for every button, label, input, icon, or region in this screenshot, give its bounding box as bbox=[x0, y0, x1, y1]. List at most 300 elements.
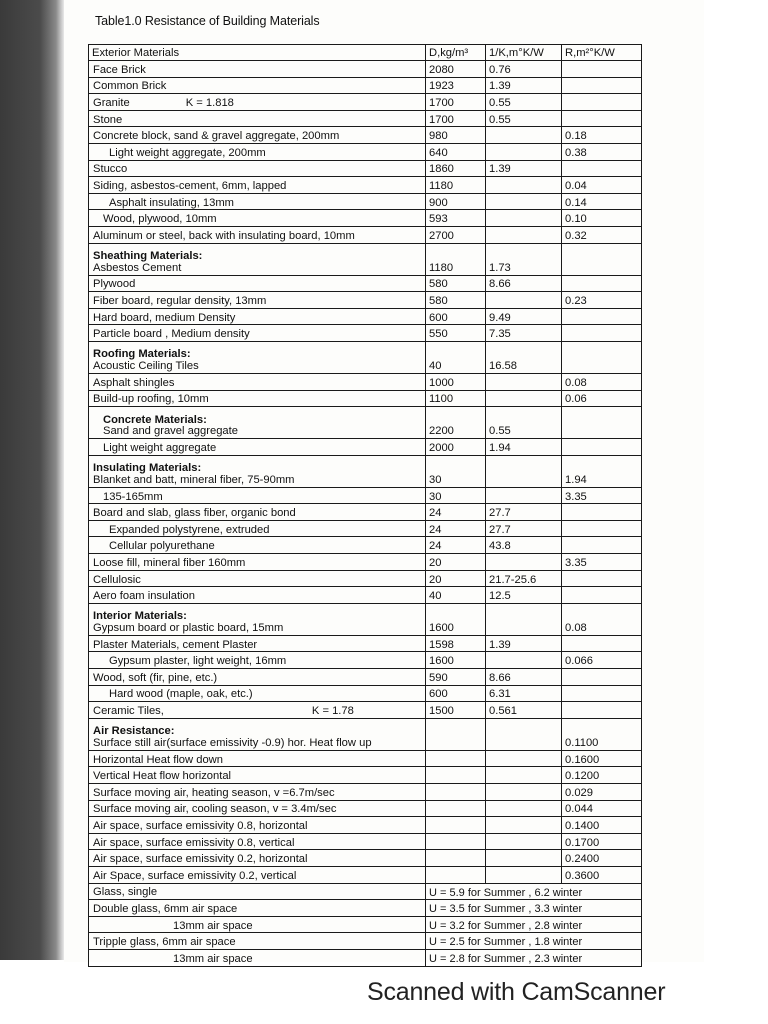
material-label: Particle board , Medium density bbox=[93, 328, 250, 341]
table-row bbox=[89, 916, 642, 933]
material-cell bbox=[89, 292, 426, 309]
resistance-cell bbox=[562, 325, 642, 342]
table-row bbox=[89, 833, 642, 850]
density-cell: 30 bbox=[426, 455, 486, 487]
material-cell bbox=[89, 143, 426, 160]
table-row bbox=[89, 504, 642, 521]
conductivity-cell: 1.73 bbox=[486, 243, 562, 275]
density-cell: 30 bbox=[426, 487, 486, 504]
density-cell: 1100 bbox=[426, 390, 486, 407]
conductivity-cell: 8.66 bbox=[486, 669, 562, 686]
material-cell bbox=[89, 669, 426, 686]
material-cell bbox=[89, 160, 426, 177]
resistance-cell bbox=[562, 160, 642, 177]
material-label: Horizontal Heat flow down bbox=[93, 753, 223, 766]
material-label: Asbestos Cement bbox=[93, 261, 182, 274]
material-cell bbox=[89, 916, 426, 933]
density-cell: 40 bbox=[426, 587, 486, 604]
resistance-cell bbox=[562, 341, 642, 373]
conductivity-cell bbox=[486, 143, 562, 160]
material-label: Hard wood (maple, oak, etc.) bbox=[109, 688, 253, 701]
table-row bbox=[89, 685, 642, 702]
conductivity-cell: 6.31 bbox=[486, 685, 562, 702]
density-cell bbox=[426, 800, 486, 817]
header-density: D,kg/m³ bbox=[426, 45, 486, 61]
u-value-cell: U = 2.8 for Summer , 2.3 winter bbox=[426, 949, 642, 966]
material-label: Build-up roofing, 10mm bbox=[93, 393, 209, 406]
material-cell bbox=[89, 635, 426, 652]
material-label: Gypsum plaster, light weight, 16mm bbox=[109, 655, 287, 668]
material-label: Concrete block, sand & gravel aggregate, 200mm bbox=[93, 130, 340, 143]
table-row bbox=[89, 390, 642, 407]
material-cell bbox=[89, 652, 426, 669]
resistance-cell bbox=[562, 702, 642, 719]
table-row bbox=[89, 373, 642, 390]
material-label: 13mm air space bbox=[173, 919, 253, 932]
density-cell: 1180 bbox=[426, 243, 486, 275]
material-label: Fiber board, regular density, 13mm bbox=[93, 294, 267, 307]
table-header-row bbox=[89, 45, 642, 61]
material-cell bbox=[89, 110, 426, 127]
resistance-cell: 0.1200 bbox=[562, 767, 642, 784]
conductivity-cell bbox=[486, 210, 562, 227]
density-cell: 1500 bbox=[426, 702, 486, 719]
density-cell: 20 bbox=[426, 570, 486, 587]
density-cell: 550 bbox=[426, 325, 486, 342]
density-cell: 20 bbox=[426, 554, 486, 571]
material-cell bbox=[89, 77, 426, 94]
material-label: Sand and gravel aggregate bbox=[103, 425, 238, 438]
table-row bbox=[89, 949, 642, 966]
conductivity-cell: 0.561 bbox=[486, 702, 562, 719]
conductivity-cell bbox=[486, 226, 562, 243]
material-cell bbox=[89, 883, 426, 900]
material-cell bbox=[89, 325, 426, 342]
material-label: Surface moving air, cooling season, v = 3.4m/sec bbox=[93, 803, 337, 816]
table-row bbox=[89, 127, 642, 144]
resistance-cell: 0.1700 bbox=[562, 833, 642, 850]
table-row bbox=[89, 193, 642, 210]
material-label: Blanket and batt, mineral fiber, 75-90mm bbox=[93, 473, 295, 486]
conductivity-cell: 9.49 bbox=[486, 308, 562, 325]
u-value-cell: U = 2.5 for Summer , 1.8 winter bbox=[426, 933, 642, 950]
resistance-cell bbox=[562, 685, 642, 702]
conductivity-cell: 1.94 bbox=[486, 439, 562, 456]
density-cell: 590 bbox=[426, 669, 486, 686]
resistance-cell: 0.3600 bbox=[562, 866, 642, 883]
conductivity-cell bbox=[486, 487, 562, 504]
material-cell bbox=[89, 373, 426, 390]
material-label: Surface still air(surface emissivity -0.9) hor. Heat flow up bbox=[93, 737, 372, 750]
page-title: Table1.0 Resistance of Building Materials bbox=[95, 14, 320, 28]
header-conductivity: 1/K,m°K/W bbox=[486, 45, 562, 61]
material-label: 13mm air space bbox=[173, 952, 253, 965]
header-resistance: R,m²°K/W bbox=[562, 45, 642, 61]
density-cell: 2200 bbox=[426, 407, 486, 439]
density-cell: 1700 bbox=[426, 110, 486, 127]
table-row bbox=[89, 537, 642, 554]
conductivity-cell bbox=[486, 800, 562, 817]
material-cell bbox=[89, 850, 426, 867]
material-label: Acoustic Ceiling Tiles bbox=[93, 360, 199, 373]
section-heading: Interior Materials: bbox=[93, 610, 187, 623]
conductivity-cell bbox=[486, 292, 562, 309]
material-cell bbox=[89, 177, 426, 194]
camscanner-watermark: Scanned with CamScanner bbox=[367, 978, 666, 1006]
material-label: Loose fill, mineral fiber 160mm bbox=[93, 556, 246, 569]
conductivity-cell bbox=[486, 193, 562, 210]
density-cell: 2700 bbox=[426, 226, 486, 243]
table-row bbox=[89, 570, 642, 587]
conductivity-cell: 21.7-25.6 bbox=[486, 570, 562, 587]
conductivity-cell: 0.55 bbox=[486, 110, 562, 127]
material-cell bbox=[89, 800, 426, 817]
material-cell bbox=[89, 784, 426, 801]
density-cell bbox=[426, 767, 486, 784]
header-material: Exterior Materials bbox=[89, 45, 426, 61]
resistance-cell bbox=[562, 635, 642, 652]
material-label: Ceramic Tiles, bbox=[93, 705, 164, 718]
density-cell: 2080 bbox=[426, 61, 486, 78]
material-cell bbox=[89, 94, 426, 111]
materials-table bbox=[88, 44, 642, 967]
density-cell bbox=[426, 750, 486, 767]
resistance-cell bbox=[562, 439, 642, 456]
material-cell bbox=[89, 487, 426, 504]
conductivity-cell bbox=[486, 177, 562, 194]
section-heading: Roofing Materials: bbox=[93, 348, 191, 361]
density-cell: 640 bbox=[426, 143, 486, 160]
table-row bbox=[89, 160, 642, 177]
material-cell bbox=[89, 537, 426, 554]
density-cell: 1700 bbox=[426, 94, 486, 111]
conductivity-cell bbox=[486, 718, 562, 750]
resistance-cell bbox=[562, 77, 642, 94]
material-label: Double glass, 6mm air space bbox=[93, 903, 238, 915]
material-label: Light weight aggregate bbox=[103, 441, 217, 454]
table-row bbox=[89, 669, 642, 686]
material-cell bbox=[89, 817, 426, 834]
resistance-cell bbox=[562, 407, 642, 439]
table-row bbox=[89, 850, 642, 867]
resistance-cell: 0.14 bbox=[562, 193, 642, 210]
conductivity-cell: 1.39 bbox=[486, 160, 562, 177]
conductivity-cell bbox=[486, 373, 562, 390]
conductivity-cell bbox=[486, 455, 562, 487]
density-cell: 2000 bbox=[426, 439, 486, 456]
material-label: Granite bbox=[93, 97, 130, 110]
material-cell bbox=[89, 685, 426, 702]
table-row bbox=[89, 143, 642, 160]
section-heading: Concrete Materials: bbox=[103, 413, 207, 426]
conductivity-cell: 12.5 bbox=[486, 587, 562, 604]
resistance-cell: 0.23 bbox=[562, 292, 642, 309]
material-label: Expanded polystyrene, extruded bbox=[109, 523, 270, 536]
resistance-cell: 0.18 bbox=[562, 127, 642, 144]
density-cell: 1600 bbox=[426, 652, 486, 669]
conductivity-cell: 0.55 bbox=[486, 407, 562, 439]
resistance-cell bbox=[562, 570, 642, 587]
material-label: Glass, single bbox=[93, 886, 158, 899]
resistance-cell: 0.2400 bbox=[562, 850, 642, 867]
conductivity-cell bbox=[486, 603, 562, 635]
resistance-cell bbox=[562, 243, 642, 275]
table-row bbox=[89, 933, 642, 950]
material-cell bbox=[89, 226, 426, 243]
material-label: Tripple glass, 6mm air space bbox=[93, 936, 236, 949]
table-row bbox=[89, 883, 642, 900]
material-cell bbox=[89, 455, 426, 487]
density-cell: 900 bbox=[426, 193, 486, 210]
resistance-cell bbox=[562, 669, 642, 686]
resistance-cell: 0.029 bbox=[562, 784, 642, 801]
table-row bbox=[89, 635, 642, 652]
density-cell bbox=[426, 833, 486, 850]
table-row bbox=[89, 603, 642, 635]
material-cell bbox=[89, 750, 426, 767]
table-row bbox=[89, 800, 642, 817]
material-cell bbox=[89, 127, 426, 144]
material-cell bbox=[89, 949, 426, 966]
density-cell: 40 bbox=[426, 341, 486, 373]
conductivity-note: K = 1.78 bbox=[311, 705, 354, 718]
table-row bbox=[89, 226, 642, 243]
resistance-cell bbox=[562, 308, 642, 325]
material-label: Air space, surface emissivity 0.8, horizontal bbox=[93, 820, 308, 833]
material-cell bbox=[89, 933, 426, 950]
material-cell bbox=[89, 702, 426, 719]
table-row bbox=[89, 210, 642, 227]
table-row bbox=[89, 455, 642, 487]
resistance-cell bbox=[562, 61, 642, 78]
table-row bbox=[89, 652, 642, 669]
resistance-cell: 0.1100 bbox=[562, 718, 642, 750]
density-cell: 1860 bbox=[426, 160, 486, 177]
table-row bbox=[89, 308, 642, 325]
material-label: Cellulosic bbox=[93, 573, 141, 586]
material-label: Stone bbox=[93, 113, 123, 126]
density-cell: 980 bbox=[426, 127, 486, 144]
u-value-cell: U = 5.9 for Summer , 6.2 winter bbox=[426, 883, 642, 900]
resistance-cell: 0.044 bbox=[562, 800, 642, 817]
density-cell: 24 bbox=[426, 537, 486, 554]
resistance-cell: 0.1400 bbox=[562, 817, 642, 834]
material-label: Face Brick bbox=[93, 63, 146, 76]
resistance-cell: 0.06 bbox=[562, 390, 642, 407]
table-row bbox=[89, 275, 642, 292]
table-row bbox=[89, 520, 642, 537]
conductivity-cell bbox=[486, 554, 562, 571]
material-label: Hard board, medium Density bbox=[93, 311, 236, 324]
density-cell: 24 bbox=[426, 504, 486, 521]
resistance-cell: 0.08 bbox=[562, 373, 642, 390]
density-cell bbox=[426, 784, 486, 801]
material-label: Air space, surface emissivity 0.2, horizontal bbox=[93, 853, 308, 866]
conductivity-cell bbox=[486, 750, 562, 767]
material-cell bbox=[89, 718, 426, 750]
material-label: Vertical Heat flow horizontal bbox=[93, 770, 232, 783]
table-row bbox=[89, 554, 642, 571]
table-row bbox=[89, 817, 642, 834]
material-label: Surface moving air, heating season, v =6.7m/sec bbox=[93, 786, 335, 799]
density-cell bbox=[426, 718, 486, 750]
density-cell: 600 bbox=[426, 308, 486, 325]
resistance-cell bbox=[562, 275, 642, 292]
material-cell bbox=[89, 308, 426, 325]
material-cell bbox=[89, 554, 426, 571]
resistance-cell: 0.04 bbox=[562, 177, 642, 194]
table-row bbox=[89, 767, 642, 784]
conductivity-cell: 8.66 bbox=[486, 275, 562, 292]
resistance-cell: 0.10 bbox=[562, 210, 642, 227]
conductivity-cell: 1.39 bbox=[486, 77, 562, 94]
section-heading: Sheathing Materials: bbox=[93, 250, 203, 263]
material-label: Aluminum or steel, back with insulating board, 10mm bbox=[93, 229, 355, 242]
density-cell: 1600 bbox=[426, 603, 486, 635]
material-label: 135-165mm bbox=[103, 490, 163, 503]
conductivity-cell bbox=[486, 833, 562, 850]
density-cell: 580 bbox=[426, 292, 486, 309]
material-label: Board and slab, glass fiber, organic bond bbox=[93, 507, 296, 520]
material-cell bbox=[89, 504, 426, 521]
table-row bbox=[89, 702, 642, 719]
material-label: Cellular polyurethane bbox=[109, 540, 215, 553]
density-cell: 600 bbox=[426, 685, 486, 702]
density-cell bbox=[426, 817, 486, 834]
material-label: Asphalt insulating, 13mm bbox=[109, 196, 234, 209]
conductivity-cell bbox=[486, 866, 562, 883]
table-row bbox=[89, 94, 642, 111]
conductivity-cell bbox=[486, 850, 562, 867]
density-cell: 580 bbox=[426, 275, 486, 292]
conductivity-cell: 0.55 bbox=[486, 94, 562, 111]
material-cell bbox=[89, 61, 426, 78]
resistance-cell bbox=[562, 520, 642, 537]
density-cell: 593 bbox=[426, 210, 486, 227]
table-row bbox=[89, 341, 642, 373]
material-label: Common Brick bbox=[93, 80, 167, 93]
material-cell bbox=[89, 341, 426, 373]
table-row bbox=[89, 110, 642, 127]
resistance-cell bbox=[562, 110, 642, 127]
conductivity-cell bbox=[486, 767, 562, 784]
conductivity-cell bbox=[486, 652, 562, 669]
material-label: Gypsum board or plastic board, 15mm bbox=[93, 622, 284, 635]
table-row bbox=[89, 177, 642, 194]
material-label: Stucco bbox=[93, 163, 128, 176]
table-row bbox=[89, 866, 642, 883]
material-cell bbox=[89, 900, 426, 917]
scan-edge-shadow bbox=[0, 0, 66, 960]
material-cell bbox=[89, 587, 426, 604]
resistance-cell: 0.066 bbox=[562, 652, 642, 669]
material-cell bbox=[89, 390, 426, 407]
u-value-cell: U = 3.2 for Summer , 2.8 winter bbox=[426, 916, 642, 933]
conductivity-cell bbox=[486, 390, 562, 407]
conductivity-cell: 43.8 bbox=[486, 537, 562, 554]
conductivity-cell: 16.58 bbox=[486, 341, 562, 373]
material-cell bbox=[89, 767, 426, 784]
resistance-cell bbox=[562, 587, 642, 604]
conductivity-cell: 7.35 bbox=[486, 325, 562, 342]
table-row bbox=[89, 61, 642, 78]
table-row bbox=[89, 587, 642, 604]
resistance-cell: 0.1600 bbox=[562, 750, 642, 767]
material-cell bbox=[89, 275, 426, 292]
conductivity-note: K = 1.818 bbox=[185, 97, 234, 110]
material-cell bbox=[89, 833, 426, 850]
conductivity-cell: 0.76 bbox=[486, 61, 562, 78]
conductivity-cell: 27.7 bbox=[486, 520, 562, 537]
material-cell bbox=[89, 439, 426, 456]
conductivity-cell: 1.39 bbox=[486, 635, 562, 652]
material-label: Plywood bbox=[93, 278, 136, 291]
conductivity-cell: 27.7 bbox=[486, 504, 562, 521]
material-label: Light weight aggregate, 200mm bbox=[109, 146, 266, 159]
conductivity-cell bbox=[486, 817, 562, 834]
density-cell: 24 bbox=[426, 520, 486, 537]
density-cell: 1180 bbox=[426, 177, 486, 194]
conductivity-cell bbox=[486, 127, 562, 144]
resistance-cell bbox=[562, 94, 642, 111]
table-body bbox=[89, 61, 642, 967]
section-heading: Insulating Materials: bbox=[93, 462, 202, 475]
resistance-cell: 0.38 bbox=[562, 143, 642, 160]
material-label: Aero foam insulation bbox=[93, 590, 195, 603]
material-label: Wood, soft (fir, pine, etc.) bbox=[93, 671, 218, 684]
table-row bbox=[89, 407, 642, 439]
material-label: Siding, asbestos-cement, 6mm, lapped bbox=[93, 180, 287, 192]
material-cell bbox=[89, 243, 426, 275]
material-label: Asphalt shingles bbox=[93, 376, 175, 389]
material-cell bbox=[89, 866, 426, 883]
material-label: Wood, plywood, 10mm bbox=[103, 213, 217, 226]
table-row bbox=[89, 784, 642, 801]
table-row bbox=[89, 487, 642, 504]
u-value-cell: U = 3.5 for Summer , 3.3 winter bbox=[426, 900, 642, 917]
table-row bbox=[89, 750, 642, 767]
material-cell bbox=[89, 193, 426, 210]
material-cell bbox=[89, 570, 426, 587]
resistance-cell: 0.32 bbox=[562, 226, 642, 243]
resistance-cell bbox=[562, 537, 642, 554]
resistance-cell: 0.08 bbox=[562, 603, 642, 635]
material-cell bbox=[89, 210, 426, 227]
table-row bbox=[89, 243, 642, 275]
conductivity-cell bbox=[486, 784, 562, 801]
table-row bbox=[89, 292, 642, 309]
density-cell: 1923 bbox=[426, 77, 486, 94]
table-row bbox=[89, 718, 642, 750]
material-cell bbox=[89, 603, 426, 635]
density-cell bbox=[426, 850, 486, 867]
resistance-cell: 1.94 bbox=[562, 455, 642, 487]
density-cell: 1598 bbox=[426, 635, 486, 652]
material-cell bbox=[89, 407, 426, 439]
material-label: Air space, surface emissivity 0.8, vertical bbox=[93, 836, 295, 849]
material-label: Air Space, surface emissivity 0.2, vertical bbox=[93, 869, 297, 882]
table-row bbox=[89, 77, 642, 94]
section-heading: Air Resistance: bbox=[93, 725, 175, 738]
material-cell bbox=[89, 520, 426, 537]
material-label: Plaster Materials, cement Plaster bbox=[93, 638, 258, 651]
table-row bbox=[89, 325, 642, 342]
resistance-cell: 3.35 bbox=[562, 554, 642, 571]
table-row bbox=[89, 439, 642, 456]
resistance-cell bbox=[562, 504, 642, 521]
density-cell bbox=[426, 866, 486, 883]
resistance-cell: 3.35 bbox=[562, 487, 642, 504]
